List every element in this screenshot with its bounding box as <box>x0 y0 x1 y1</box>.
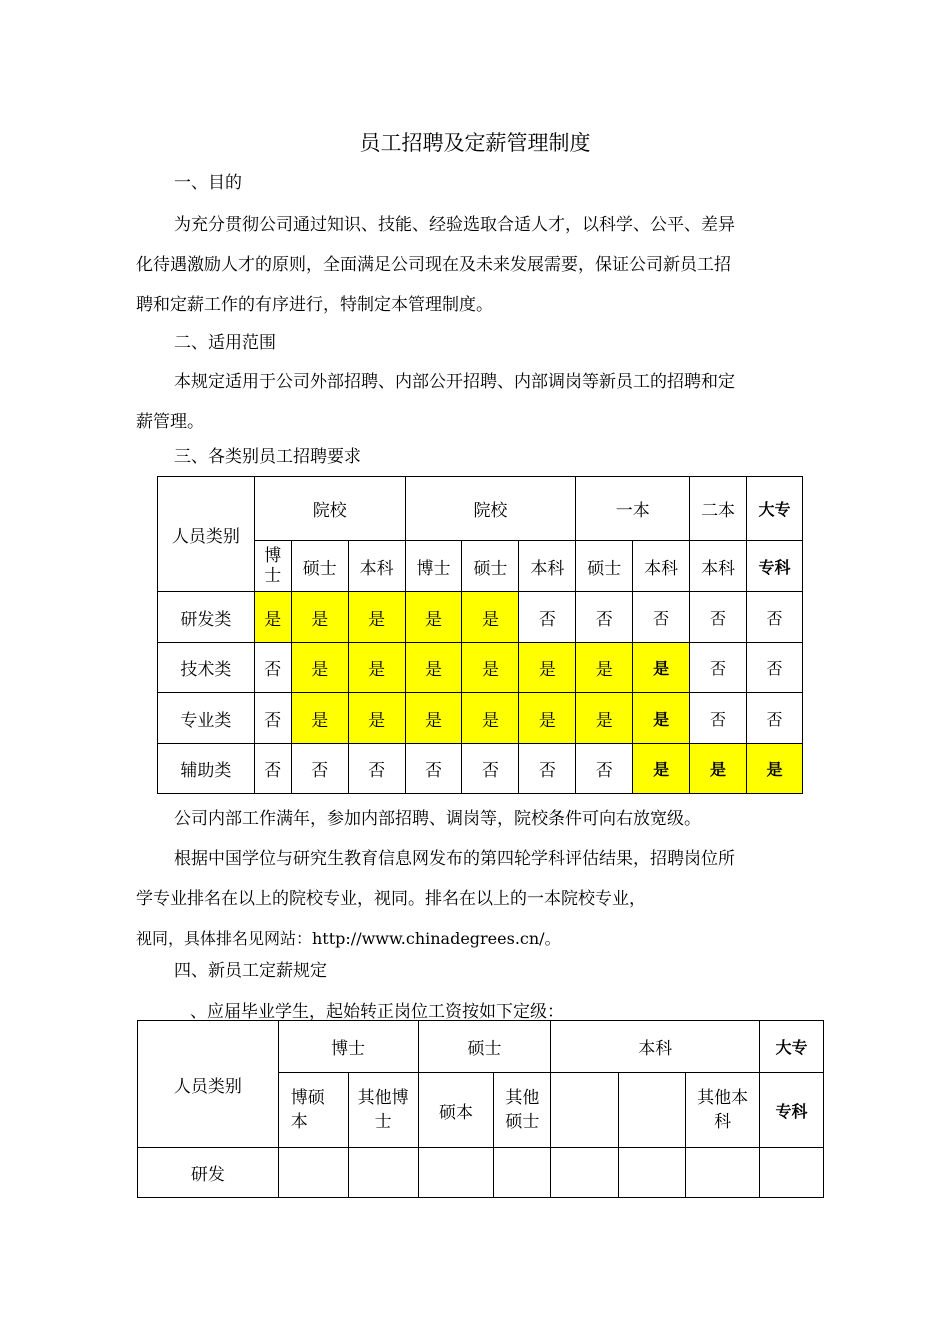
note-line: 视同，具体排名见网站：http://www.chinadegrees.cn/。 <box>136 929 561 948</box>
sub-header: 硕士 <box>291 541 348 592</box>
table-corner-header: 人员类别 <box>158 477 255 592</box>
section-heading-salary: 四、新员工定薪规定 <box>174 961 327 981</box>
table-cell: 是 <box>405 643 462 693</box>
sub-header: 博 士 <box>254 541 291 592</box>
row-label: 专业类 <box>158 693 255 744</box>
group-header: 本科 <box>551 1021 760 1073</box>
table-cell: 否 <box>747 592 803 643</box>
sub-header: 其他本 科 <box>686 1073 760 1148</box>
row-label: 研发类 <box>158 592 255 643</box>
table-cell: 否 <box>690 693 747 744</box>
table-cell: 是 <box>633 693 690 744</box>
table-cell: 否 <box>747 693 803 744</box>
table-row <box>158 744 803 794</box>
row-label: 技术类 <box>158 643 255 693</box>
table-cell: 是 <box>519 693 576 744</box>
sub-header: 其他 硕士 <box>494 1073 551 1148</box>
table-cell: 是 <box>633 744 690 794</box>
table-cell: 是 <box>462 693 519 744</box>
group-header: 院校 <box>254 477 405 541</box>
table-cell: 否 <box>519 592 576 643</box>
sub-header: 硕士 <box>462 541 519 592</box>
sub-header: 专科 <box>747 541 803 592</box>
purpose-line: 聘和定薪工作的有序进行，特制定本管理制度。 <box>136 295 493 315</box>
table-cell: 是 <box>576 693 633 744</box>
sub-header: 本科 <box>348 541 405 592</box>
sub-header: 其他博 士 <box>348 1073 418 1148</box>
table-cell <box>760 1148 824 1198</box>
table-corner-header: 人员类别 <box>138 1021 279 1148</box>
scope-line: 本规定适用于公司外部招聘、内部公开招聘、内部调岗等新员工的招聘和定 <box>174 372 735 392</box>
table-cell: 是 <box>519 643 576 693</box>
note-line: 公司内部工作满年，参加内部招聘、调岗等，院校条件可向右放宽级。 <box>174 809 701 829</box>
table-cell: 否 <box>405 744 462 794</box>
salary-rule-item: 、应届毕业学生，起始转正岗位工资按如下定级： <box>190 1002 564 1022</box>
table-cell: 是 <box>747 744 803 794</box>
table-cell: 是 <box>291 592 348 643</box>
table-cell <box>494 1148 551 1198</box>
table-cell <box>619 1148 686 1198</box>
row-label: 辅助类 <box>158 744 255 794</box>
group-header: 院校 <box>405 477 576 541</box>
table-cell: 否 <box>747 643 803 693</box>
sub-header: 本科 <box>690 541 747 592</box>
section-heading-purpose: 一、目的 <box>174 173 242 193</box>
group-header: 一本 <box>576 477 690 541</box>
sub-header <box>551 1073 619 1148</box>
table-cell: 是 <box>348 643 405 693</box>
group-header: 大专 <box>760 1021 824 1073</box>
table-row <box>158 592 803 643</box>
group-header: 大专 <box>747 477 803 541</box>
group-header: 二本 <box>690 477 747 541</box>
table-cell: 是 <box>405 592 462 643</box>
table-cell: 是 <box>348 592 405 643</box>
section-heading-scope: 二、适用范围 <box>174 333 276 353</box>
group-header: 硕士 <box>418 1021 551 1073</box>
purpose-line: 化待遇激励人才的原则，全面满足公司现在及未来发展需要，保证公司新员工招 <box>136 255 731 275</box>
table-cell: 否 <box>254 693 291 744</box>
table-cell: 是 <box>462 592 519 643</box>
table-cell <box>418 1148 494 1198</box>
sub-header: 本科 <box>633 541 690 592</box>
table-cell: 是 <box>633 643 690 693</box>
table-cell: 是 <box>291 643 348 693</box>
table-cell: 是 <box>348 693 405 744</box>
table-cell <box>551 1148 619 1198</box>
note-line: 学专业排名在以上的院校专业，视同。排名在以上的一本院校专业， <box>136 889 646 909</box>
table-cell: 是 <box>690 744 747 794</box>
sub-header: 专科 <box>760 1073 824 1148</box>
table-cell <box>686 1148 760 1198</box>
sub-header <box>619 1073 686 1148</box>
table-cell: 是 <box>405 693 462 744</box>
recruitment-requirements-table <box>157 476 803 794</box>
table-row <box>158 643 803 693</box>
sub-header: 本科 <box>519 541 576 592</box>
table-cell: 否 <box>576 744 633 794</box>
sub-header: 博硕 本 <box>278 1073 348 1148</box>
table-cell: 否 <box>291 744 348 794</box>
table-row <box>138 1148 824 1198</box>
table-cell: 否 <box>254 744 291 794</box>
table-cell: 是 <box>254 592 291 643</box>
document-title: 员工招聘及定薪管理制度 <box>359 131 591 155</box>
notes-paragraph <box>136 799 816 959</box>
table-cell: 否 <box>348 744 405 794</box>
section-heading-requirements: 三、各类别员工招聘要求 <box>174 447 361 467</box>
salary-grade-table <box>137 1020 824 1198</box>
sub-header: 博士 <box>405 541 462 592</box>
table-cell: 是 <box>576 643 633 693</box>
sub-header: 硕本 <box>418 1073 494 1148</box>
table-cell: 否 <box>690 643 747 693</box>
scope-line: 薪管理。 <box>136 412 204 432</box>
table-row <box>158 693 803 744</box>
scope-paragraph <box>136 362 816 442</box>
sub-header: 硕士 <box>576 541 633 592</box>
table-cell: 否 <box>254 643 291 693</box>
table-cell: 否 <box>576 592 633 643</box>
table-cell: 否 <box>633 592 690 643</box>
table-cell: 是 <box>291 693 348 744</box>
purpose-paragraph <box>136 205 816 325</box>
note-line: 根据中国学位与研究生教育信息网发布的第四轮学科评估结果，招聘岗位所 <box>174 849 735 869</box>
table-cell <box>348 1148 418 1198</box>
table-cell <box>278 1148 348 1198</box>
table-cell: 否 <box>519 744 576 794</box>
row-label: 研发 <box>138 1148 279 1198</box>
group-header: 博士 <box>278 1021 418 1073</box>
table-cell: 否 <box>690 592 747 643</box>
purpose-line: 为充分贯彻公司通过知识、技能、经验选取合适人才，以科学、公平、差异 <box>174 215 735 235</box>
table-cell: 是 <box>462 643 519 693</box>
table-cell: 否 <box>462 744 519 794</box>
